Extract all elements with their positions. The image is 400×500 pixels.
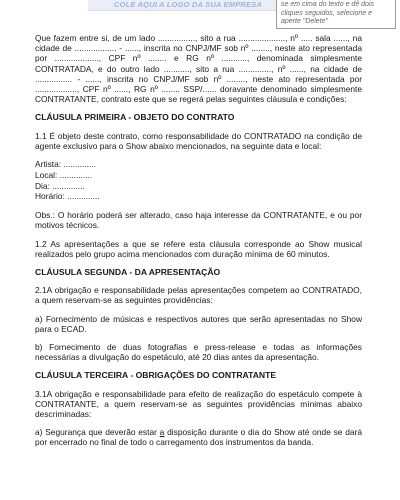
clause-3-heading: CLÁUSULA TERCEIRA - OBRIGAÇÕES DO CONTRATANTE: [35, 370, 277, 381]
clause-1-1-paragraph: 1.1 É objeto deste contrato, como responsabilidade do CONTRATADO na condição de agente exclusivo para o Show abaixo mencionados, na seguinte data e local:: [35, 130, 362, 151]
field-horario: Horário: ..............: [35, 191, 100, 202]
clause-3-a-text-end: disposição durante o dia do Show até onde se dará por encerrado no final de todo o carregamento dos instrumentos da banda.: [35, 427, 362, 448]
clause-3-a-paragraph: [35, 427, 362, 447]
intro-paragraph: Que fazem entre si, de um lado ................, sito a rua ...................., nº ..... sala ......, na cidade de .................. - ......, inscrita no CNPJ/MF sob nº ........, neste ato representada por ..................., CPF nº ........ e RG nº ..........., denominada simplesmente CONTRATADA, e do outro lado ..........., sito a rua .............., nº ......, na cidade de ................ - ......, inscrita no CNPJ/MF sob nº ........, neste ato representada por .................., CPF nº ......, RG nº ........ SSP/...... doravante denominado simplesmente CONTRATANTE, contrato este que se regerá pelas seguintes cláusula e condições:: [35, 33, 362, 105]
clause-3-1-paragraph: 3.1A obrigação e responsabilidade para efeito de realização do espetáculo compete à CONTRATANTE, a quem reservam-se as seguintes providências mínimas abaixo descriminadas:: [35, 388, 362, 420]
obs-paragraph: Obs.: O horário poderá ser alterado, caso haja interesse da CONTRATANTE, e ou por motivos técnicos.: [35, 210, 362, 231]
clause-2-heading: CLÁUSULA SEGUNDA - DA APRESENTAÇÃO: [35, 267, 221, 278]
clause-1-heading: CLÁUSULA PRIMEIRA - OBJETO DO CONTRATO: [35, 112, 235, 123]
event-fields: [35, 159, 362, 202]
instruction-hint-box: se em cima do texto e dê dois cliques seguidos, selecione e aperte "Delete": [276, 0, 396, 29]
field-local: Local: ..............: [35, 169, 93, 180]
field-dia: Dia: ..............: [35, 180, 85, 191]
clause-2-a-paragraph: a) Fornecimento de músicas e respectivos autores que serão apresentadas no Show para o ECAD.: [35, 313, 362, 334]
clause-3-a-text-start: a) Segurança que deverão estar: [35, 427, 160, 438]
logo-placeholder: COLE AQUI A LOGO DA SUA EMPRESA: [88, 0, 288, 11]
clause-3-a-underlined-word: a: [159, 427, 165, 438]
clause-1-2-paragraph: 1.2 As apresentações a que se refere esta cláusula corresponde ao Show musical realizados pelo grupo acima mencionados com duração mínima de 60 minutos.: [35, 238, 362, 259]
clause-2-b-paragraph: b) Fornecimento de duas fotografias e press-release e todas as informações necessárias a divulgação do espetáculo, até 20 dias antes da apresentação.: [35, 342, 362, 363]
contract-document: [35, 33, 362, 456]
field-artista: Artista: ..............: [35, 159, 96, 170]
clause-2-1-paragraph: 2.1A obrigação e responsabilidade pelas apresentações competem ao CONTRATADO, a quem reservam-se as seguintes providências:: [35, 285, 362, 306]
